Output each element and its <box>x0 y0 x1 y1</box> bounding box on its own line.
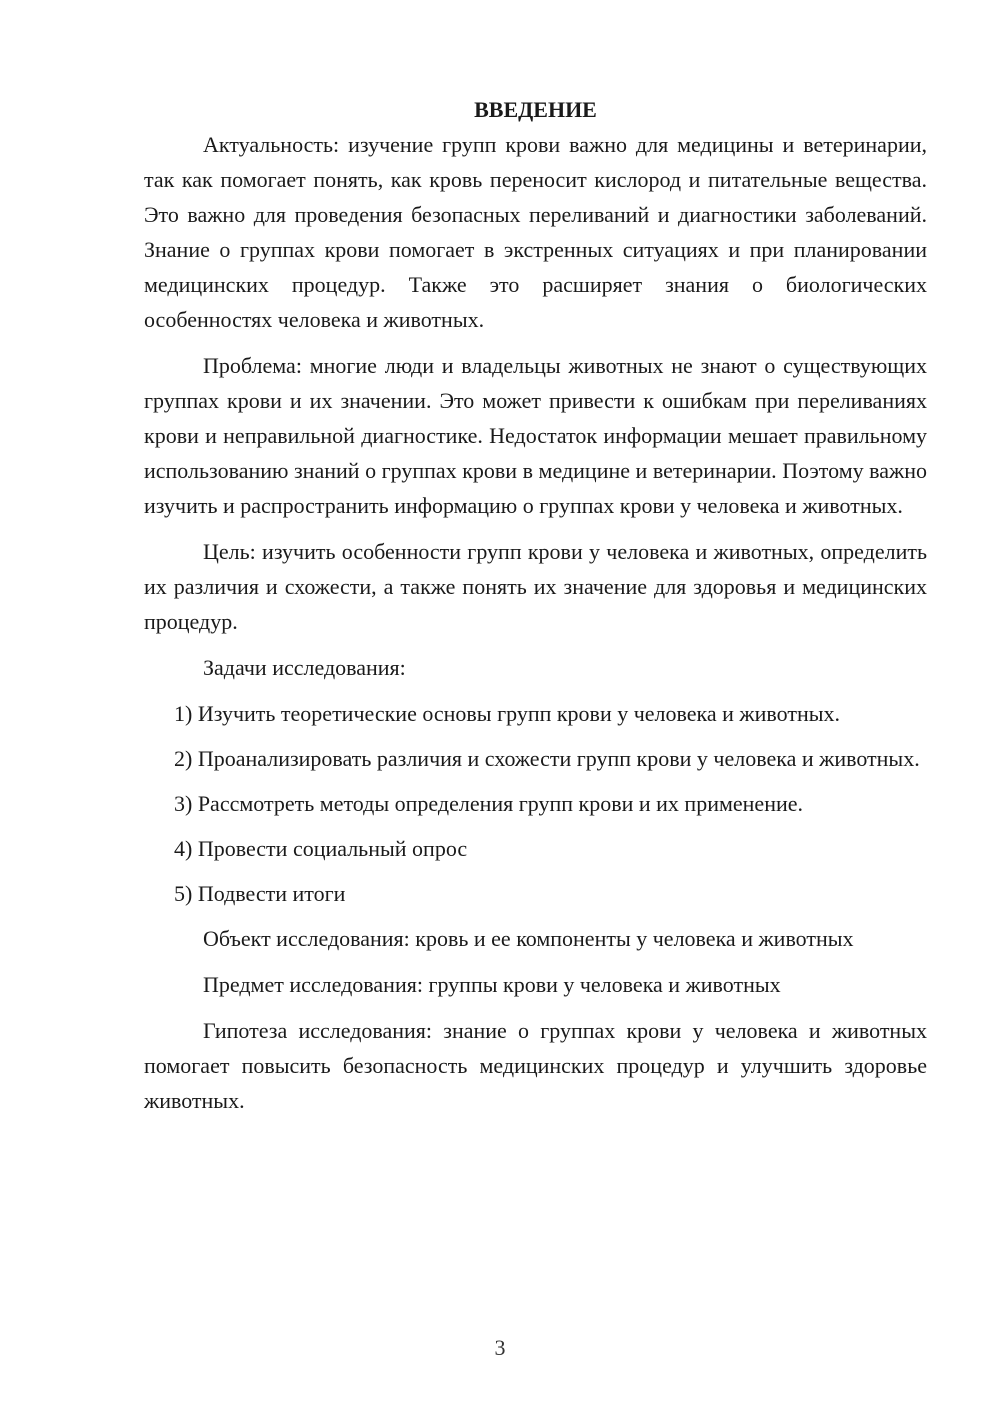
task-item: 3) Рассмотреть методы определения групп крови и их применение. <box>174 791 804 816</box>
goal-paragraph: Цель: изучить особенности групп крови у человека и животных, определить их различия и схожести, а также понять их значение для здоровья и медицинских процедур. <box>144 539 927 634</box>
research-hypothesis-paragraph: Гипотеза исследования: знание о группах крови у человека и животных помогает повысить безопасность медицинских процедур и улучшить здоровье животных. <box>144 1018 927 1113</box>
tasks-list <box>144 696 927 911</box>
task-item: 2) Проанализировать различия и схожести групп крови у человека и животных. <box>174 746 920 771</box>
problem-paragraph: Проблема: многие люди и владельцы животных не знают о существующих группах крови и их значении. Это может привести к ошибкам при переливаниях крови и неправильной диагностике. Недостаток информации мешает правильному использованию знаний о группах крови в медицине и ветеринарии. Поэтому важно изучить и распространить информацию о группах крови у человека и животных. <box>144 353 927 518</box>
task-item: 5) Подвести итоги <box>174 881 346 906</box>
task-item: 1) Изучить теоретические основы групп крови у человека и животных. <box>174 701 841 726</box>
section-heading: ВВЕДЕНИЕ <box>474 97 597 122</box>
research-object-paragraph: Объект исследования: кровь и ее компоненты у человека и животных <box>203 926 854 951</box>
page-number: 3 <box>494 1335 506 1360</box>
research-subject-paragraph: Предмет исследования: группы крови у человека и животных <box>203 972 781 997</box>
relevance-paragraph: Актуальность: изучение групп крови важно для медицины и ветеринарии, так как помогает понять, как кровь переносит кислород и питательные вещества. Это важно для проведения безопасных переливаний и диагностики заболеваний. Знание о группах крови помогает в экстренных ситуациях и при планировании медицинских процедур. Также это расширяет знания о биологических особенностях человека и животных. <box>144 132 927 332</box>
document-page <box>144 92 927 1129</box>
task-item: 4) Провести социальный опрос <box>174 836 468 861</box>
tasks-heading: Задачи исследования: <box>203 655 406 680</box>
